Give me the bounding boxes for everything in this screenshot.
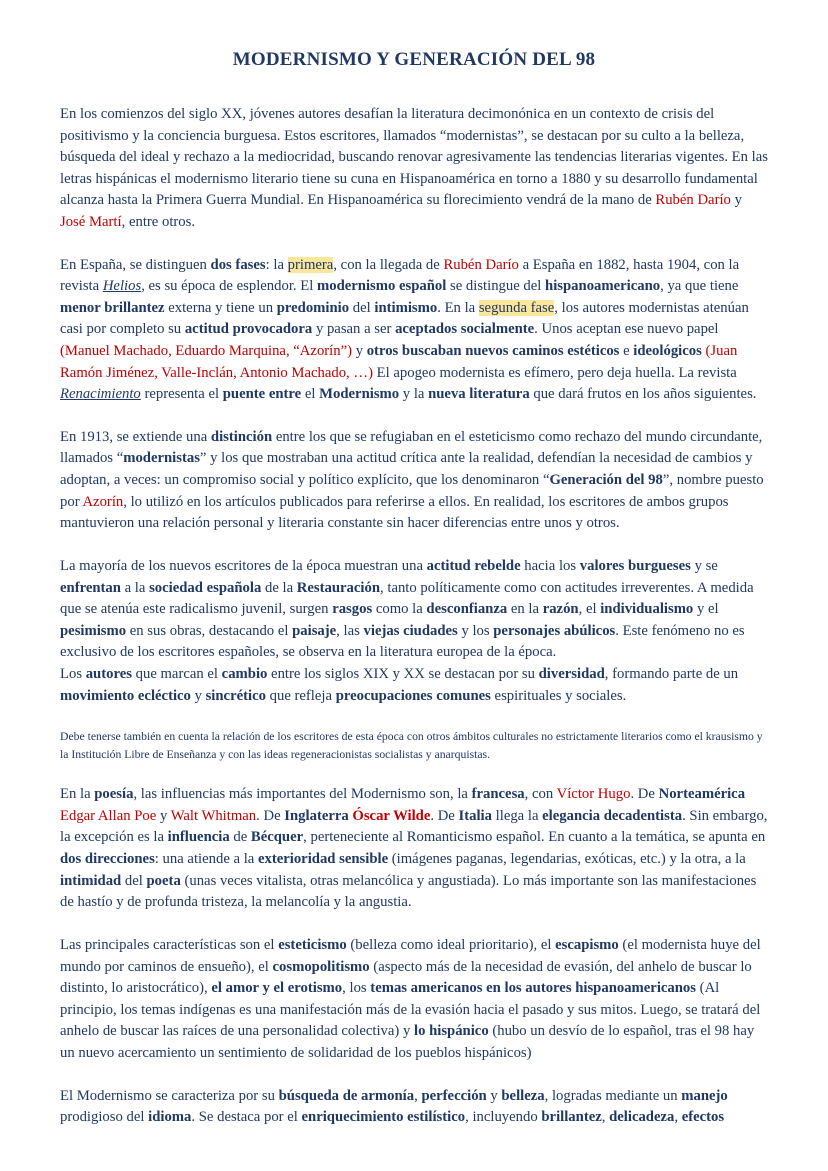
- text-run: delicadeza: [609, 1109, 675, 1126]
- text-run: La mayoría de los nuevos escritores de la época muestran una: [60, 557, 427, 574]
- text-run: El Modernismo se caracteriza por su: [60, 1087, 279, 1104]
- text-run: Rubén Darío: [655, 192, 731, 209]
- text-run: José Martí: [60, 213, 122, 230]
- text-run: enriquecimiento estilístico: [301, 1109, 466, 1126]
- text-run: sociedad española: [149, 579, 262, 596]
- text-run: paisaje: [292, 622, 337, 639]
- text-run: que dará frutos en los años siguientes.: [529, 386, 757, 403]
- text-run: , formando parte de un: [604, 665, 739, 682]
- text-run: sincrético: [205, 687, 266, 704]
- text-run: Walt Whitman: [170, 807, 257, 824]
- text-run: y: [730, 192, 742, 209]
- text-run: En 1913, se extiende una: [60, 428, 211, 445]
- text-run: , lo utilizó en los artículos publicados para referirse a ellos. En realidad, los escritores de ambos grupos mantuvieron una relación personal y literaria constante sin hacer diferencias entre unos y otros.: [60, 493, 729, 532]
- text-run: Modernismo: [319, 386, 400, 403]
- text-run: viejas ciudades: [363, 622, 458, 639]
- text-run: En España, se distinguen: [60, 256, 211, 273]
- text-run: hacia los: [520, 557, 580, 574]
- text-run: nueva literatura: [428, 386, 530, 403]
- text-run: modernistas: [123, 450, 200, 467]
- text-run: . Unos aceptan ese nuevo papel: [534, 321, 719, 338]
- document-title: MODERNISMO Y GENERACIÓN DEL 98: [232, 49, 596, 70]
- text-run: modernismo español: [316, 278, 447, 295]
- text-run: El apogeo modernista es efímero, pero deja huella. La revista: [372, 364, 737, 381]
- text-run: Bécquer: [250, 829, 304, 846]
- text-run: (Manuel Machado, Eduardo Marquina, “Azorín”): [60, 343, 353, 360]
- text-run: a España en 1882, hasta 1904, con la revista: [60, 256, 740, 295]
- text-run: brillantez: [541, 1109, 602, 1126]
- text-run: . De: [256, 807, 285, 824]
- text-run: lo hispánico: [413, 1023, 489, 1040]
- text-run: del: [121, 872, 147, 889]
- text-run: , incluyendo: [465, 1109, 542, 1126]
- text-run: , con: [524, 786, 557, 803]
- text-run: en la: [507, 601, 543, 618]
- text-run: movimiento ecléctico: [60, 687, 191, 704]
- text-run: se distingue del: [446, 278, 546, 295]
- text-run: ”, nombre puesto por: [60, 472, 764, 510]
- text-run: Renacimiento: [60, 386, 141, 403]
- text-run: llega la: [491, 807, 543, 824]
- paragraph-armonia-idioma: [60, 1086, 768, 1129]
- text-run: diversidad: [538, 665, 605, 682]
- text-run: (hubo un desvío de lo español, tras el 98 hay un nuevo acercamiento un sentimiento de solidaridad de los pueblos hispánicos): [60, 1023, 755, 1061]
- text-run: y: [486, 1087, 502, 1104]
- text-run: y el: [693, 601, 719, 618]
- text-run: otros buscaban nuevos caminos estéticos: [366, 343, 620, 360]
- text-run: Generación del 98: [549, 472, 663, 489]
- text-run: poeta: [146, 872, 181, 889]
- text-run: Inglaterra: [284, 807, 349, 824]
- text-run: desconfianza: [426, 601, 508, 618]
- text-run: manejo: [681, 1087, 728, 1104]
- text-run: e: [619, 343, 634, 360]
- text-run: Azorín: [82, 493, 124, 510]
- text-run: , las: [336, 622, 364, 639]
- text-run: y los: [457, 622, 494, 639]
- text-run: aceptados socialmente: [395, 321, 535, 338]
- text-run: entre los siglos XIX y XX se destacan por su: [267, 665, 539, 682]
- text-run: y: [352, 343, 367, 360]
- text-run: pesimismo: [60, 622, 127, 639]
- text-run: predominio: [276, 299, 350, 316]
- paragraph-autores-cambio: [60, 664, 768, 707]
- text-run: personajes abúlicos: [493, 622, 616, 639]
- text-run: razón: [542, 601, 579, 618]
- text-run: , ya que tiene: [660, 278, 739, 295]
- text-run: segunda fase: [478, 299, 555, 316]
- text-run: : la: [265, 256, 288, 273]
- text-run: , entre otros.: [121, 213, 196, 230]
- text-run: perfección: [421, 1087, 487, 1104]
- text-run: hispanoamericano: [545, 278, 661, 295]
- text-run: Italia: [458, 807, 492, 824]
- text-run: : una atiende a la: [154, 851, 258, 868]
- text-run: búsqueda de armonía: [278, 1087, 415, 1104]
- text-run: y pasan a ser: [312, 321, 396, 338]
- text-run: y la: [399, 386, 429, 403]
- text-run: exterioridad sensible: [257, 851, 389, 868]
- text-run: Las principales características son el: [60, 936, 279, 953]
- text-run: , es su época de esplendor. El: [141, 278, 317, 295]
- text-run: , logradas mediante un: [544, 1087, 682, 1104]
- text-run: de la: [261, 579, 297, 596]
- text-run: Helios: [102, 278, 142, 295]
- paragraph-caracteristicas: [60, 935, 768, 1065]
- text-run: que refleja: [265, 687, 336, 704]
- text-run: , el: [578, 601, 601, 618]
- text-run: ” y los que mostraban una actitud crítica ante la realidad, defendían la necesidad de cambios y adoptan, a veces: un compromiso social y político explícito, que los denominaron “: [60, 450, 753, 489]
- text-run: entre los que se refugiaban en el esteticismo como rechazo del mundo circundante, llamados “: [60, 428, 763, 467]
- text-run: , con la llegada de: [333, 256, 444, 273]
- text-run: distinción: [210, 428, 273, 445]
- text-run: espirituales y sociales.: [490, 687, 627, 704]
- text-run: idioma: [148, 1109, 192, 1126]
- text-run: a la: [120, 579, 150, 596]
- text-run: ,: [601, 1109, 610, 1126]
- text-run: rasgos: [332, 601, 373, 618]
- text-run: , tanto políticamente como con actitudes irreverentes. A medida que se atenúa este radicalismo juvenil, surgen: [60, 579, 754, 618]
- text-run: escapismo: [555, 936, 619, 953]
- text-run: valores burgueses: [579, 557, 691, 574]
- text-run: . En la: [437, 299, 479, 316]
- text-run: Edgar Allan Poe: [60, 807, 157, 824]
- paragraph-poesia: [60, 784, 768, 914]
- text-run: enfrentan: [60, 579, 121, 596]
- text-run: , los: [342, 980, 371, 997]
- text-run: de: [229, 829, 251, 846]
- text-run: . De: [430, 807, 459, 824]
- text-run: y se: [690, 557, 718, 574]
- paragraph-actitud-rebelde: [60, 556, 768, 664]
- text-run: prodigioso del: [60, 1109, 149, 1126]
- text-run: En los comienzos del siglo XX, jóvenes autores desafían la literatura decimonónica en un contexto de crisis del positivismo y la conciencia burguesa. Estos escritores, llamados “modernistas”, se destacan por su culto a la belleza, búsqueda del ideal y rechazo a la mediocridad, buscando renovar agresivamente las tendencias literarias vigentes. En las letras hispánicas el modernismo literario tiene su cuna en Hispanoamérica en torno a 1880 y su desarrollo fundamental alcanza hasta la Primera Guerra Mundial. En Hispanoamérica su florecimiento vendrá de la mano de: [60, 105, 768, 209]
- text-run: intimidad: [60, 872, 122, 889]
- text-run: como la: [372, 601, 427, 618]
- text-run: (belleza como ideal prioritario), el: [346, 936, 556, 953]
- text-run: el: [301, 386, 320, 403]
- text-run: el amor y el erotismo: [211, 980, 343, 997]
- text-run: (Juan Ramón Jiménez, Valle-Inclán, Antonio Machado, …): [60, 343, 738, 381]
- text-run: dos fases: [210, 256, 266, 273]
- text-run: externa y tiene un: [164, 299, 277, 316]
- text-run: , las influencias más importantes del Modernismo son, la: [133, 786, 472, 803]
- text-run: . Este fenómeno no es exclusivo de los escritores españoles, se observa en la literatura europea de la época.: [60, 622, 745, 661]
- text-run: cambio: [221, 665, 268, 682]
- text-run: intimismo: [374, 299, 438, 316]
- text-run: autores: [85, 665, 132, 682]
- text-run: efectos: [681, 1109, 725, 1126]
- text-run: menor brillantez: [60, 299, 165, 316]
- text-run: representa el: [140, 386, 223, 403]
- text-run: Debe tenerse también en cuenta la relación de los escritores de esta época con otros ámbitos culturales no estrictamente literarios como el krausismo y la Institución Libre de Enseñanza y con las ideas regeneracionistas socialistas y anarquistas.: [60, 730, 763, 761]
- text-run: ,: [674, 1109, 682, 1126]
- text-run: . De: [630, 786, 659, 803]
- text-run: (unas veces vitalista, otras melancólica y angustiada). Lo más importante son las manifestaciones de hastío y de profunda tristeza, la melancolía y la angustia.: [60, 872, 757, 911]
- text-run: dos direcciones: [60, 851, 155, 868]
- text-run: francesa: [471, 786, 525, 803]
- text-run: (imágenes paganas, legendarias, exóticas, etc.) y la otra, a la: [388, 851, 746, 868]
- text-run: ,: [414, 1087, 422, 1104]
- text-run: Los: [60, 665, 86, 682]
- paragraph-distincion: [60, 427, 768, 535]
- text-run: Norteamérica: [658, 786, 746, 803]
- text-run: en sus obras, destacando el: [126, 622, 293, 639]
- text-run: actitud rebelde: [426, 557, 521, 574]
- text-run: (el modernista huye del mundo por caminos de ensueño), el: [60, 936, 761, 975]
- text-run: ideológicos: [633, 343, 702, 360]
- text-run: y: [156, 807, 171, 824]
- text-run: , perteneciente al Romanticismo español. En cuanto a la temática, se apunta en: [303, 829, 766, 846]
- text-run: del: [349, 299, 375, 316]
- text-run: actitud provocadora: [184, 321, 313, 338]
- text-run: En la: [60, 786, 95, 803]
- text-run: individualismo: [600, 601, 694, 618]
- paragraph-intro: [60, 104, 768, 234]
- text-run: Restauración: [296, 579, 381, 596]
- text-run: esteticismo: [278, 936, 347, 953]
- text-run: temas americanos en los autores hispanoamericanos: [370, 980, 696, 997]
- text-run: . Sin embargo, la excepción es la: [60, 807, 768, 846]
- text-run: cosmopolitismo: [272, 958, 370, 975]
- text-run: Víctor Hugo: [556, 786, 631, 803]
- text-run: . Se destaca por el: [191, 1109, 302, 1126]
- text-run: , los autores modernistas atenúan casi por completo su: [60, 299, 749, 338]
- text-run: Rubén Darío: [443, 256, 519, 273]
- text-run: y: [190, 687, 206, 704]
- text-run: (aspecto más de la necesidad de evasión, del anhelo de buscar lo distinto, lo aristocrático),: [60, 958, 752, 997]
- text-run: primera: [287, 256, 334, 273]
- paragraph-nota-cultural: [60, 728, 768, 763]
- text-run: (Al principio, los temas indígenas es una manifestación más de la evasión hacia el pasado y sus mitos. Luego, se tratará del anhelo de buscar las raíces de una personalidad colectiva) y: [60, 980, 761, 1040]
- text-run: belleza: [501, 1087, 545, 1104]
- text-run: puente entre: [222, 386, 302, 403]
- text-run: Óscar Wilde: [352, 807, 431, 824]
- paragraph-fases: [60, 255, 768, 406]
- text-run: influencia: [167, 829, 230, 846]
- text-run: poesía: [94, 786, 134, 803]
- text-run: elegancia decadentista: [542, 807, 683, 824]
- text-run: que marcan el: [131, 665, 222, 682]
- text-run: preocupaciones comunes: [335, 687, 491, 704]
